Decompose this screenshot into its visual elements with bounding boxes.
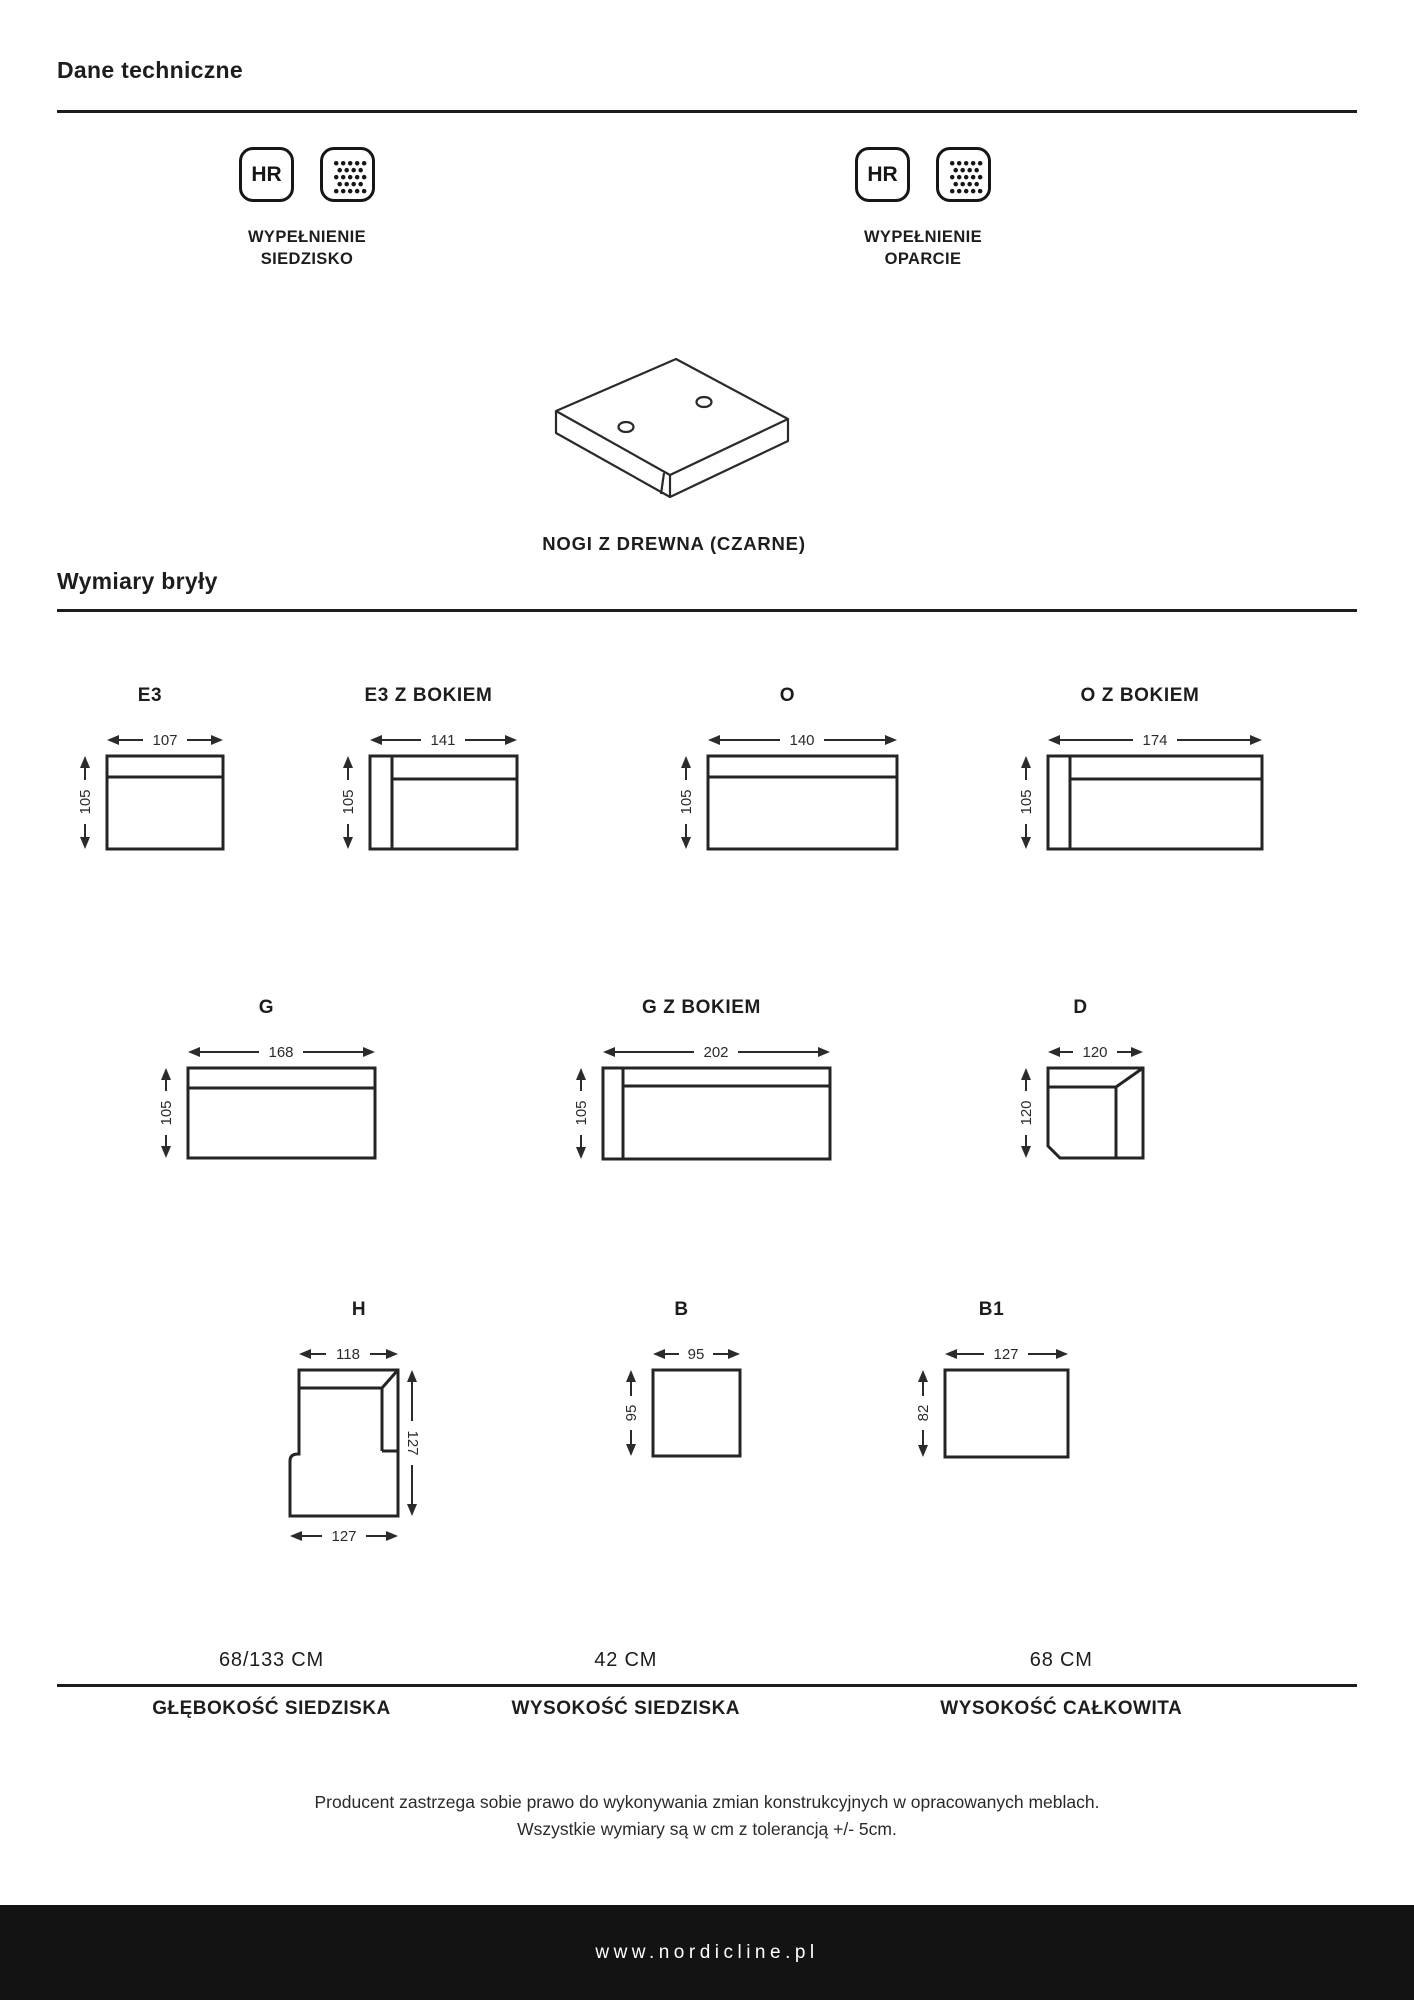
stat-value-seat-depth: 68/133 CM bbox=[218, 1649, 325, 1671]
hr-badge-text: HR bbox=[251, 162, 282, 186]
modules-row-1 bbox=[57, 684, 1357, 855]
stat-value-total-height: 68 CM bbox=[1029, 1649, 1093, 1671]
module-b1 bbox=[909, 1298, 1074, 1463]
width-dim: 140 bbox=[789, 732, 815, 749]
filling-label-line1: WYPEŁNIENIE bbox=[247, 228, 367, 246]
hr-foam-icon bbox=[855, 147, 910, 202]
filling-seat-icons bbox=[239, 147, 375, 202]
width-dim: 174 bbox=[1142, 732, 1168, 749]
module-title: O bbox=[779, 685, 796, 706]
legs-section bbox=[542, 355, 806, 555]
width-dim: 107 bbox=[152, 732, 178, 749]
stats-values bbox=[57, 1648, 1357, 1684]
bottom-width-dim: 127 bbox=[331, 1528, 357, 1545]
module-diagram-e3 bbox=[71, 726, 229, 855]
dimensions-title: Wymiary bryły bbox=[57, 568, 218, 594]
module-diagram-b bbox=[617, 1340, 746, 1462]
page-title: Dane techniczne bbox=[57, 57, 243, 83]
filling-back-label bbox=[864, 226, 982, 270]
module-diagram-e3-z-bokiem bbox=[334, 726, 523, 855]
foam-dots-icon bbox=[936, 147, 991, 202]
filling-seat-group bbox=[177, 147, 437, 270]
module-g bbox=[152, 996, 381, 1164]
stats-labels bbox=[57, 1687, 1357, 1721]
module-e3-z-bokiem bbox=[334, 684, 523, 855]
height-dim: 120 bbox=[1018, 1100, 1035, 1126]
module-diagram-d bbox=[1012, 1038, 1149, 1164]
modules-row-2 bbox=[57, 996, 1357, 1165]
filling-label-line2: SIEDZISKO bbox=[260, 250, 354, 268]
width-dim: 95 bbox=[687, 1346, 705, 1363]
divider bbox=[57, 609, 1357, 612]
filling-label-line2: OPARCIE bbox=[884, 250, 962, 268]
footer-url: www.nordicline.pl bbox=[595, 1941, 819, 1963]
module-diagram-b1 bbox=[909, 1340, 1074, 1463]
wooden-leg-illustration bbox=[552, 355, 796, 511]
top-width-dim: 118 bbox=[336, 1346, 360, 1363]
module-title: D bbox=[1073, 997, 1088, 1018]
modules-row-3 bbox=[57, 1298, 1357, 1552]
module-title: E3 bbox=[137, 685, 163, 706]
module-b bbox=[617, 1298, 746, 1462]
width-dim: 120 bbox=[1082, 1044, 1108, 1061]
module-title: B bbox=[674, 1299, 689, 1320]
module-d bbox=[1012, 996, 1149, 1164]
hr-badge-text: HR bbox=[867, 162, 898, 186]
width-dim: 168 bbox=[268, 1044, 294, 1061]
filling-seat-label bbox=[248, 226, 366, 270]
module-diagram-g-z-bokiem bbox=[567, 1038, 836, 1165]
disclaimer-line2: Wszystkie wymiary są w cm z tolerancją +/- 5cm. bbox=[517, 1818, 897, 1839]
module-title: G Z BOKIEM bbox=[642, 997, 761, 1018]
width-dim: 202 bbox=[703, 1044, 729, 1061]
module-title: H bbox=[351, 1299, 367, 1320]
height-dim: 105 bbox=[158, 1100, 175, 1126]
stat-value-seat-height: 42 CM bbox=[594, 1649, 658, 1671]
module-diagram-o bbox=[672, 726, 903, 855]
module-title: B1 bbox=[978, 1299, 1005, 1320]
legs-caption: NOGI Z DREWNA (CZARNE) bbox=[542, 533, 806, 554]
footer-bar bbox=[0, 1905, 1414, 2000]
module-o-z-bokiem bbox=[1012, 684, 1268, 855]
filling-section bbox=[57, 147, 1357, 270]
dots-pattern-icon bbox=[940, 151, 988, 199]
stat-label-seat-height: WYSOKOŚĆ SIEDZISKA bbox=[511, 1697, 741, 1719]
disclaimer-line1: Producent zastrzega sobie prawo do wykonywania zmian konstrukcyjnych w opracowanych meblach. bbox=[314, 1791, 1100, 1812]
width-dim: 141 bbox=[430, 732, 456, 749]
stat-label-total-height: WYSOKOŚĆ CAŁKOWITA bbox=[940, 1697, 1183, 1719]
height-dim: 127 bbox=[404, 1430, 421, 1456]
divider bbox=[57, 110, 1357, 113]
dots-pattern-icon bbox=[324, 151, 372, 199]
disclaimer bbox=[57, 1789, 1357, 1843]
module-e3 bbox=[71, 684, 229, 855]
height-dim: 82 bbox=[915, 1404, 932, 1422]
module-title: E3 Z BOKIEM bbox=[364, 685, 493, 706]
module-h bbox=[284, 1298, 434, 1552]
module-title: O Z BOKIEM bbox=[1080, 685, 1200, 706]
module-o bbox=[672, 684, 903, 855]
filling-back-icons bbox=[855, 147, 991, 202]
filling-back-group bbox=[793, 147, 1053, 270]
foam-dots-icon bbox=[320, 147, 375, 202]
width-dim: 127 bbox=[993, 1346, 1019, 1363]
height-dim: 105 bbox=[573, 1100, 590, 1126]
module-diagram-g bbox=[152, 1038, 381, 1164]
height-dim: 105 bbox=[678, 789, 695, 815]
stats-section bbox=[57, 1648, 1357, 1721]
height-dim: 95 bbox=[623, 1404, 640, 1422]
module-g-z-bokiem bbox=[567, 996, 836, 1165]
filling-label-line1: WYPEŁNIENIE bbox=[863, 228, 983, 246]
height-dim: 105 bbox=[340, 789, 357, 815]
module-diagram-o-z-bokiem bbox=[1012, 726, 1268, 855]
hr-foam-icon bbox=[239, 147, 294, 202]
height-dim: 105 bbox=[1018, 789, 1035, 815]
height-dim: 105 bbox=[77, 789, 94, 815]
stat-label-seat-depth: GŁĘBOKOŚĆ SIEDZISKA bbox=[152, 1697, 391, 1719]
module-title: G bbox=[258, 997, 275, 1018]
module-diagram-h bbox=[284, 1340, 434, 1552]
